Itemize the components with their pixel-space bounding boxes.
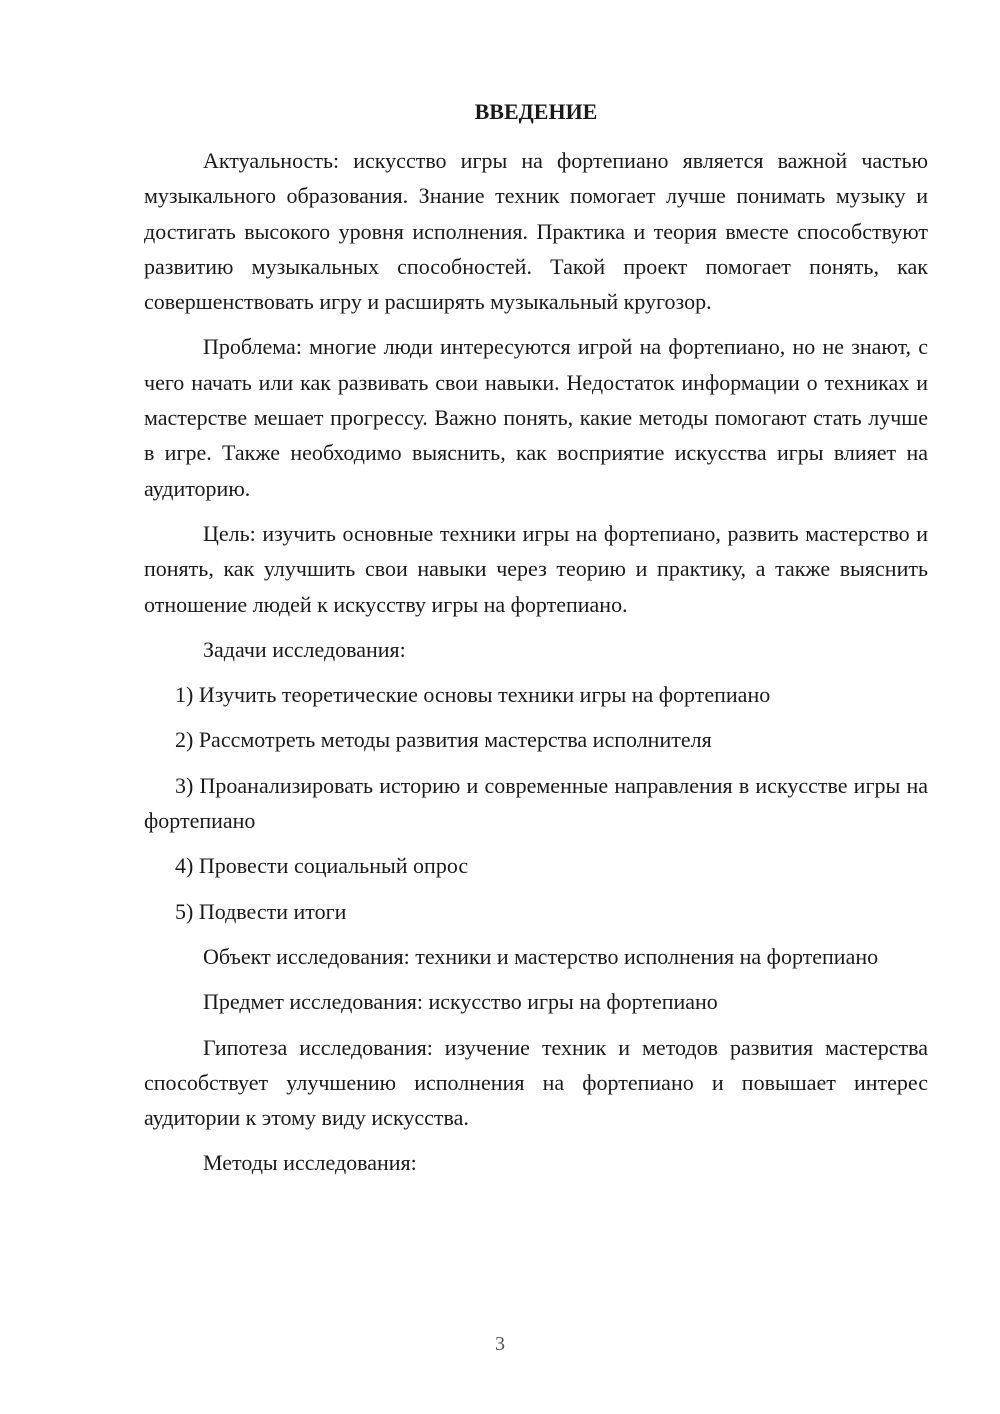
page-body	[144, 94, 928, 1191]
tasks-heading: Задачи исследования:	[203, 636, 406, 662]
page-title: ВВЕДЕНИЕ	[474, 99, 598, 124]
task-item-4: 4) Провести социальный опрос	[175, 853, 469, 879]
task-item-1: 1) Изучить теоретические основы техники игры на фортепиано	[175, 682, 771, 708]
task-item-2: 2) Рассмотреть методы развития мастерства исполнителя	[175, 727, 712, 753]
paragraph-problem: Проблема: многие люди интересуются игрой на фортепиано, но не знают, с чего начать или как развивать свои навыки. Недостаток информации о техниках и мастерстве мешает прогрессу. Важно понять, какие методы помогают стать лучше в игре. Также необходимо выяснить, как восприятие искусства игры влияет на аудиторию.	[144, 334, 928, 501]
page-number: 3	[495, 1333, 505, 1355]
task-item-3: 3) Проанализировать историю и современные направления в искусстве игры на фортепиано	[144, 772, 928, 834]
task-item-5: 5) Подвести итоги	[175, 898, 347, 924]
methods-heading: Методы исследования:	[203, 1150, 417, 1176]
paragraph-goal: Цель: изучить основные техники игры на фортепиано, развить мастерство и понять, как улучшить свои навыки через теорию и практику, а также выяснить отношение людей к искусству игры на фортепиано.	[144, 520, 928, 617]
paragraph-object: Объект исследования: техники и мастерство исполнения на фортепиано	[203, 943, 879, 969]
paragraph-hypothesis: Гипотеза исследования: изучение техник и методов развития мастерства способствует улучшению исполнения на фортепиано и повышает интерес аудитории к этому виду искусства.	[144, 1034, 928, 1131]
paragraph-subject: Предмет исследования: искусство игры на фортепиано	[203, 989, 718, 1015]
paragraph-relevance: Актуальность: искусство игры на фортепиано является важной частью музыкального образования. Знание техник помогает лучше понимать музыку и достигать высокого уровня исполнения. Практика и теория вместе способствуют развитию музыкальных способностей. Такой проект помогает понять, как совершенствовать игру и расширять музыкальный кругозор.	[144, 148, 928, 315]
